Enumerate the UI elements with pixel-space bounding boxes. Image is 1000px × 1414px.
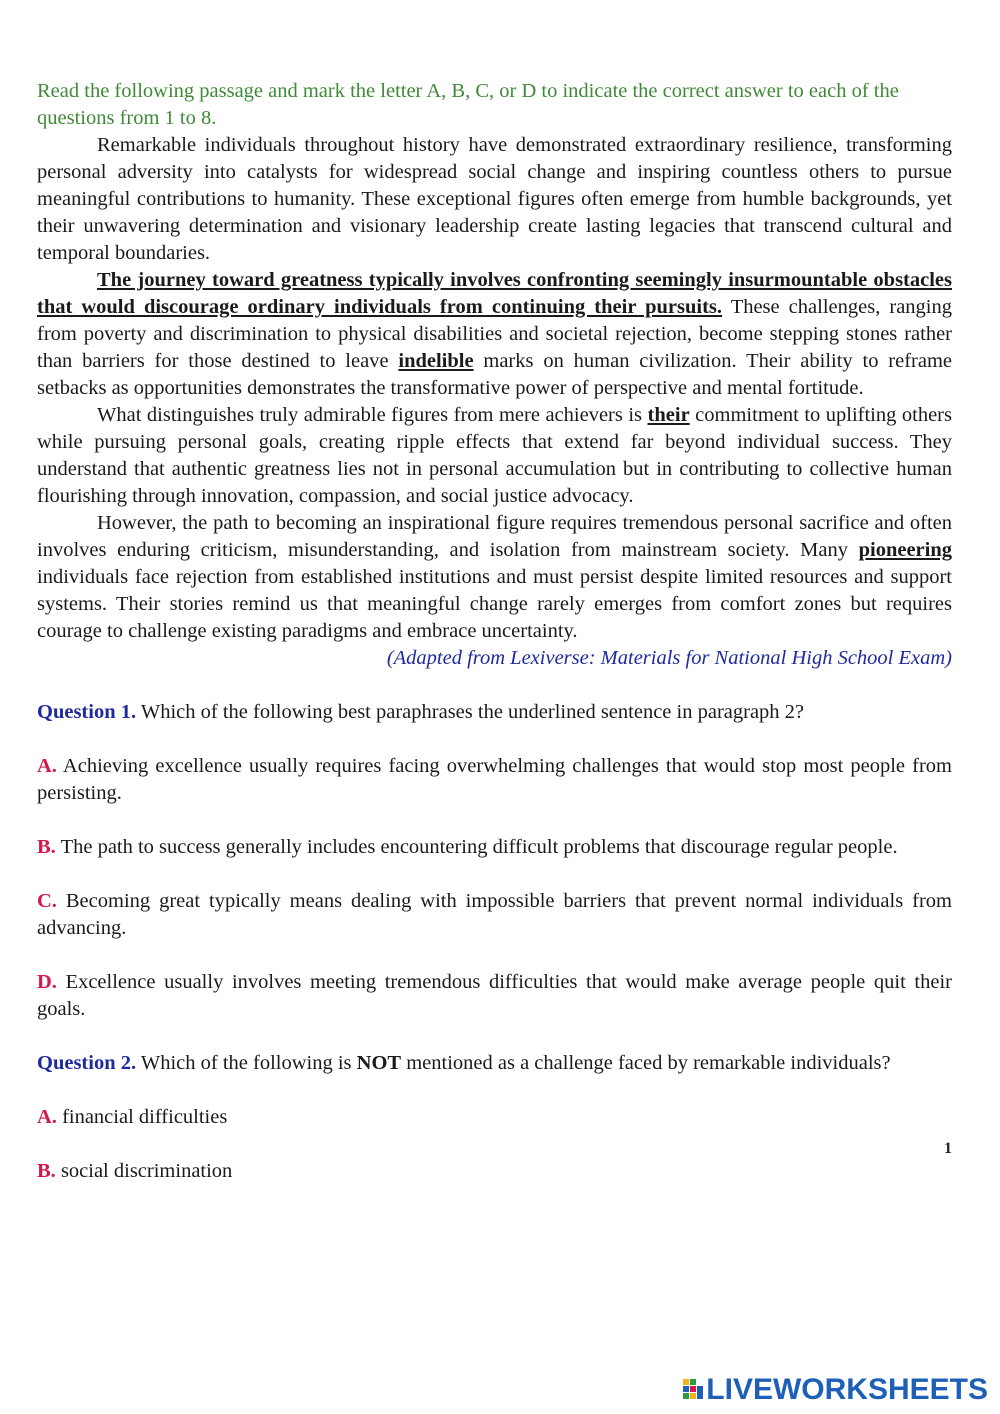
- highlighted-word-indelible: indelible: [398, 350, 474, 372]
- passage-paragraph-3-text-a: What distinguishes truly admirable figures from mere achievers is: [97, 404, 648, 426]
- passage-source: (Adapted from Lexiverse: Materials for National High School Exam): [386, 647, 952, 669]
- passage-paragraph-1-text: Remarkable individuals throughout history have demonstrated extraordinary resilience, transforming personal adversity into catalysts for widespread social change and inspiring countless others to pursue meaningful contributions to humanity. These exceptional figures often emerge from humble backgrounds, yet their unwavering determination and visionary leadership create lasting legacies that transcend cultural and temporal boundaries.: [37, 134, 952, 264]
- question-2-option-a[interactable]: [37, 1104, 952, 1131]
- question-2-text-b: mentioned as a challenge faced by remarkable individuals?: [401, 1052, 891, 1074]
- worksheet-page: [37, 78, 952, 1185]
- question-1-option-b[interactable]: [37, 834, 952, 861]
- question-1: [37, 699, 952, 726]
- option-text: social discrimination: [55, 1160, 233, 1182]
- option-text: Achieving excellence usually requires facing overwhelming challenges that would stop most people from persisting.: [37, 755, 952, 804]
- question-2-label: Question 2.: [37, 1052, 137, 1074]
- option-label: B.: [37, 836, 56, 858]
- question-2-text-a: Which of the following is: [136, 1052, 357, 1074]
- question-1-option-c[interactable]: [37, 888, 952, 942]
- liveworksheets-logo[interactable]: [682, 1372, 988, 1408]
- option-text: The path to success generally includes encountering difficult problems that discourage regular people.: [55, 836, 898, 858]
- question-2-option-b[interactable]: [37, 1158, 952, 1185]
- option-label: A.: [37, 755, 57, 777]
- question-1-label: Question 1.: [37, 701, 137, 723]
- option-label: D.: [37, 971, 57, 993]
- liveworksheets-logo-text: LIVEWORKSHEETS: [706, 1373, 988, 1406]
- passage-paragraph-2-text-b: marks on human civilization. Their ability to reframe setbacks as opportunities demonstrates the transformative power of perspective and mental fortitude.: [37, 350, 952, 399]
- underlined-sentence: The journey toward greatness typically involves confronting seemingly insurmountable obstacles that would discourage ordinary individuals from continuing their pursuits.: [37, 269, 952, 318]
- passage-paragraph-2: [37, 267, 952, 402]
- instruction-text: Read the following passage and mark the letter A, B, C, or D to indicate the correct answer to each of the questions from 1 to 8.: [37, 80, 899, 129]
- option-text: financial difficulties: [56, 1106, 228, 1128]
- page-number: 1: [944, 1140, 952, 1157]
- option-label: B.: [37, 1160, 56, 1182]
- question-1-option-a[interactable]: [37, 753, 952, 807]
- question-2-emphasis: NOT: [356, 1052, 402, 1074]
- passage-paragraph-4: [37, 510, 952, 645]
- question-1-text: Which of the following best paraphrases the underlined sentence in paragraph 2?: [136, 701, 805, 723]
- highlighted-word-pioneering: pioneering: [858, 539, 952, 561]
- option-text: Excellence usually involves meeting tremendous difficulties that would make average people quit their goals.: [37, 971, 952, 1020]
- option-label: C.: [37, 890, 57, 912]
- passage-paragraph-4-text-b: individuals face rejection from established institutions and must persist despite limited resources and support systems. Their stories remind us that meaningful change rarely emerges from comfort zones but requires courage to challenge existing paradigms and embrace uncertainty.: [37, 566, 952, 642]
- question-2: [37, 1050, 952, 1077]
- question-1-option-d[interactable]: [37, 969, 952, 1023]
- passage-paragraph-1: [37, 132, 952, 267]
- passage-paragraph-3: [37, 402, 952, 510]
- passage-paragraph-3-text-b: commitment to uplifting others while pursuing personal goals, creating ripple effects that extend far beyond individual success. They understand that authentic greatness lies not in personal accumulation but in contributing to collective human flourishing through innovation, compassion, and social justice advocacy.: [37, 404, 952, 507]
- passage-paragraph-2-text-a: These challenges, ranging from poverty and discrimination to physical disabilities and societal rejection, become stepping stones rather than barriers for those destined to leave: [37, 296, 952, 372]
- option-label: A.: [37, 1106, 57, 1128]
- option-text: Becoming great typically means dealing with impossible barriers that prevent normal individuals from advancing.: [37, 890, 952, 939]
- highlighted-word-their: their: [647, 404, 690, 426]
- liveworksheets-logo-icon: [682, 1377, 704, 1403]
- passage-paragraph-4-text-a: However, the path to becoming an inspirational figure requires tremendous personal sacrifice and often involves enduring criticism, misunderstanding, and isolation from mainstream society. Many: [37, 512, 952, 561]
